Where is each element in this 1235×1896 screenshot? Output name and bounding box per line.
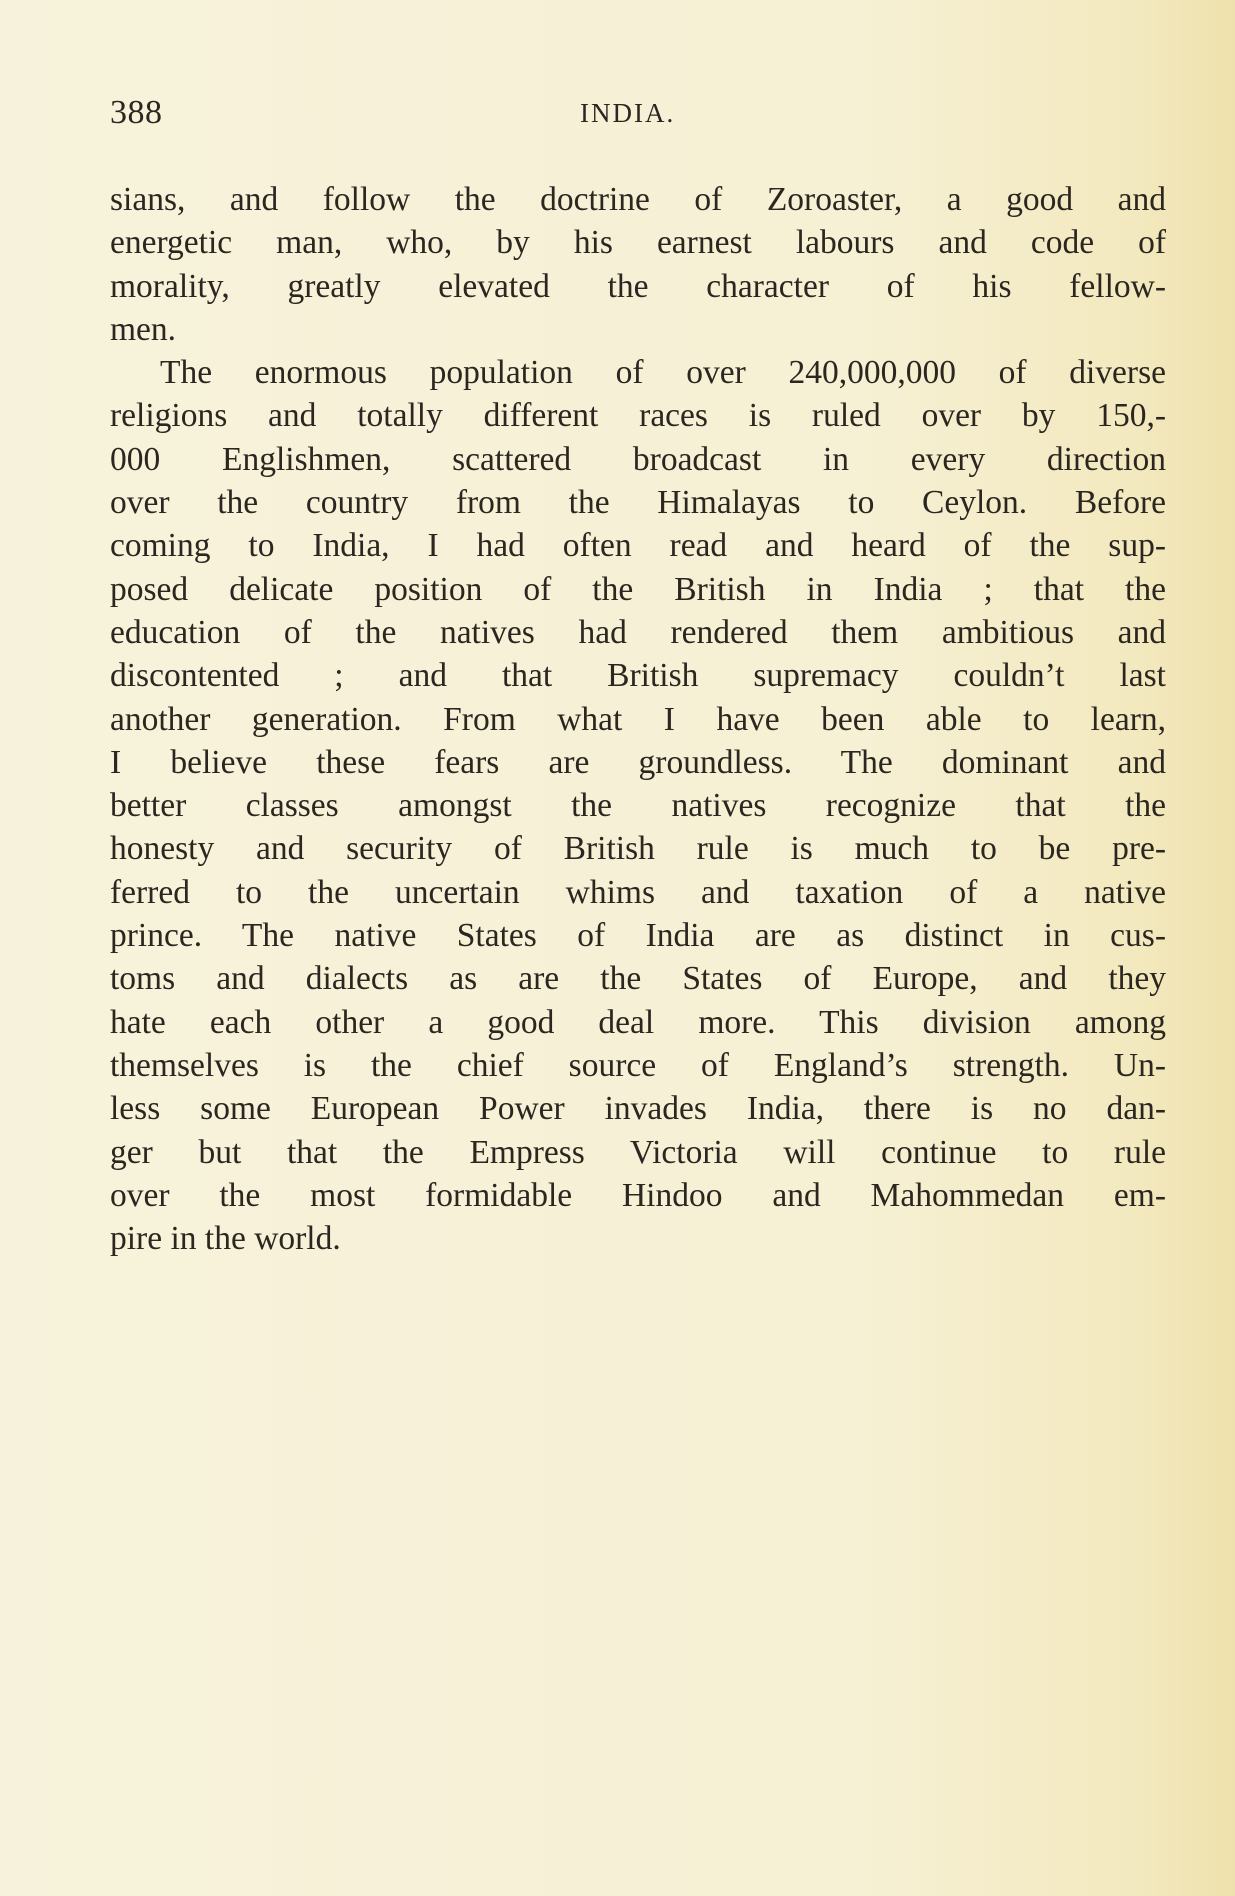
text-line: coming to India, I had often read and heard of the sup-: [110, 527, 1166, 565]
text-line: better classes amongst the natives recognize that the: [110, 787, 1166, 825]
page-number: 388: [110, 94, 163, 131]
page-header: [110, 94, 1166, 138]
text-line: over the most formidable Hindoo and Mahommedan em-: [110, 1176, 1166, 1214]
text-line: over the country from the Himalayas to Ceylon. Before: [110, 484, 1166, 522]
text-line: ger but that the Empress Victoria will continue to rule: [110, 1133, 1166, 1171]
text-line: ferred to the uncertain whims and taxation of a native: [110, 873, 1166, 911]
text-line: I believe these fears are groundless. The dominant and: [110, 743, 1166, 781]
body-text: [110, 178, 1166, 1260]
text-line: education of the natives had rendered them ambitious and: [110, 613, 1166, 651]
text-line: prince. The native States of India are as distinct in cus-: [110, 917, 1166, 955]
text-line: pire in the world.: [110, 1220, 341, 1258]
text-line: religions and totally different races is ruled over by 150,-: [110, 397, 1166, 435]
text-line: discontented ; and that British supremacy couldn’t last: [110, 657, 1166, 695]
text-line: another generation. From what I have been able to learn,: [110, 700, 1166, 738]
text-line: sians, and follow the doctrine of Zoroaster, a good and: [110, 181, 1166, 218]
text-line: hate each other a good deal more. This division among: [110, 1003, 1166, 1041]
text-line: less some European Power invades India, there is no dan-: [110, 1090, 1166, 1128]
text-line: morality, greatly elevated the character of his fellow-: [110, 267, 1166, 305]
text-line: energetic man, who, by his earnest labours and code of: [110, 224, 1166, 262]
text-line: toms and dialects as are the States of Europe, and they: [110, 960, 1166, 998]
running-head: INDIA.: [580, 98, 676, 128]
text-line: men.: [110, 310, 177, 348]
text-line: themselves is the chief source of England’s strength. Un-: [110, 1046, 1166, 1084]
text-line: posed delicate position of the British in India ; that the: [110, 570, 1166, 608]
text-line: The enormous population of over 240,000,000 of diverse: [160, 354, 1166, 392]
text-line: honesty and security of British rule is much to be pre-: [110, 830, 1166, 868]
text-line: 000 Englishmen, scattered broadcast in every direction: [110, 440, 1166, 478]
